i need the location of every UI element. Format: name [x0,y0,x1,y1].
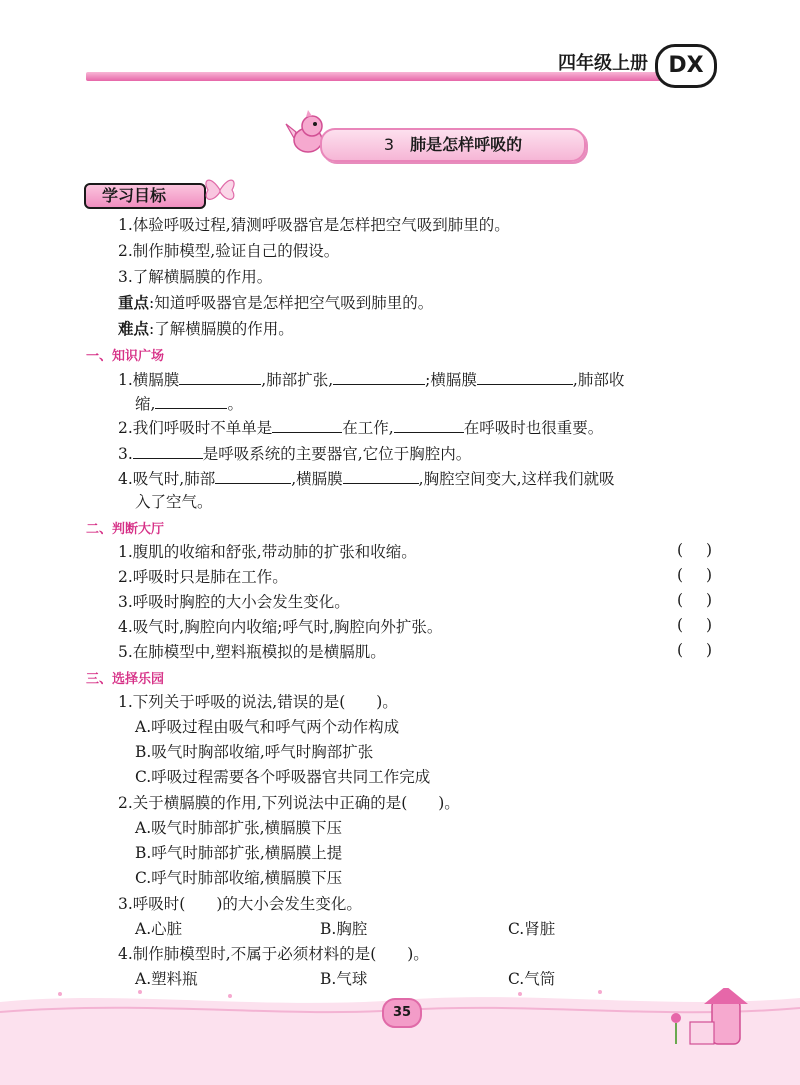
text-segment: 在工作, [342,419,394,437]
choice-option[interactable]: C.肾脏 [508,920,556,938]
grade-label: 四年级上册 [558,53,648,74]
page-number: 35 [382,998,422,1028]
text-segment: 在呼吸时也很重要。 [463,419,604,437]
answer-blank[interactable] [343,467,419,484]
fill-question-2 [118,416,603,439]
edition-badge: DX [655,44,717,88]
answer-blank[interactable] [394,416,464,433]
choice-option[interactable]: C.气筒 [508,970,556,988]
judge-item-3: 3.呼吸时胸腔的大小会发生变化。 [118,593,350,611]
answer-blank[interactable] [215,467,291,484]
difficult-point [118,318,294,340]
goal-item-3: 3.了解横膈膜的作用。 [118,268,273,286]
lesson-number: 3 [383,135,395,154]
answer-paren[interactable]: ( ) [676,616,712,634]
text-segment: 1.横膈膜 [118,371,180,389]
answer-paren[interactable]: ( ) [676,591,712,609]
judge-item-4: 4.吸气时,胸腔向内收缩;呼气时,胸腔向外扩张。 [118,618,443,636]
answer-blank[interactable] [333,368,425,385]
choice-option[interactable]: C.呼吸过程需要各个呼吸器官共同工作完成 [135,768,431,786]
fill-question-4-cont: 入了空气。 [135,493,213,511]
answer-paren[interactable]: ( ) [676,566,712,584]
answer-blank[interactable] [155,392,227,409]
section-heading-judgment: 二、判断大厅 [86,522,165,537]
lesson-title [320,128,586,162]
section-heading-knowledge: 一、知识广场 [86,349,165,364]
study-goal-tag: 学习目标 [84,183,206,209]
answer-blank[interactable] [179,368,261,385]
judge-item-5: 5.在肺模型中,塑料瓶模拟的是横膈肌。 [118,643,386,661]
choice-option[interactable]: B.气球 [320,970,368,988]
key-point-text: :知道呼吸器官是怎样把空气吸到肺里的。 [149,294,434,312]
choice-question-4: 4.制作肺模型时,不属于必须材料的是( )。 [118,945,429,963]
key-point-label: 重点 [118,293,150,312]
section-heading-choice: 三、选择乐园 [86,672,165,687]
key-point [118,292,433,314]
text-segment: ,横膈膜 [291,470,343,488]
choice-option[interactable]: A.吸气时肺部扩张,横膈膜下压 [135,819,343,837]
text-segment: ,胸腔空间变大,这样我们就吸 [418,470,615,488]
choice-option[interactable]: B.呼气时肺部扩张,横膈膜上提 [135,844,343,862]
answer-paren[interactable]: ( ) [676,641,712,659]
fill-question-1 [118,368,624,391]
judge-item-2: 2.呼吸时只是肺在工作。 [118,568,288,586]
fill-question-4 [118,467,615,490]
choice-option[interactable]: C.呼气时肺部收缩,横膈膜下压 [135,869,343,887]
answer-blank[interactable] [272,416,342,433]
text-segment: 2.我们呼吸时不单单是 [118,419,273,437]
text-segment: 。 [227,395,243,413]
goal-item-1: 1.体验呼吸过程,猜测呼吸器官是怎样把空气吸到肺里的。 [118,216,510,234]
butterfly-icon [200,170,240,210]
choice-option[interactable]: B.胸腔 [320,920,368,938]
choice-question-3: 3.呼吸时( )的大小会发生变化。 [118,895,362,913]
answer-blank[interactable] [477,368,573,385]
choice-option[interactable]: A.心脏 [135,920,183,938]
answer-blank[interactable] [133,442,203,459]
fill-question-1-cont [135,392,243,415]
text-segment: ;横膈膜 [425,371,477,389]
text-segment: 是呼吸系统的主要器官,它位于胸腔内。 [202,445,472,463]
text-segment: 缩, [135,395,156,413]
text-segment: 4.吸气时,肺部 [118,470,216,488]
choice-question-1: 1.下列关于呼吸的说法,错误的是( )。 [118,693,398,711]
goal-item-2: 2.制作肺模型,验证自己的假设。 [118,242,340,260]
difficult-point-label: 难点 [118,319,150,338]
lesson-title-text: 肺是怎样呼吸的 [410,135,523,154]
choice-option[interactable]: A.塑料瓶 [135,970,198,988]
text-segment: 3. [118,445,133,463]
difficult-point-text: :了解横膈膜的作用。 [149,320,294,338]
choice-option[interactable]: B.吸气时胸部收缩,呼气时胸部扩张 [135,743,374,761]
choice-option[interactable]: A.呼吸过程由吸气和呼气两个动作构成 [135,718,400,736]
choice-question-2: 2.关于横膈膜的作用,下列说法中正确的是( )。 [118,794,460,812]
text-segment: ,肺部收 [572,371,625,389]
judge-item-1: 1.腹肌的收缩和舒张,带动肺的扩张和收缩。 [118,543,417,561]
fill-question-3 [118,442,471,465]
text-segment: ,肺部扩张, [261,371,334,389]
answer-paren[interactable]: ( ) [676,541,712,559]
